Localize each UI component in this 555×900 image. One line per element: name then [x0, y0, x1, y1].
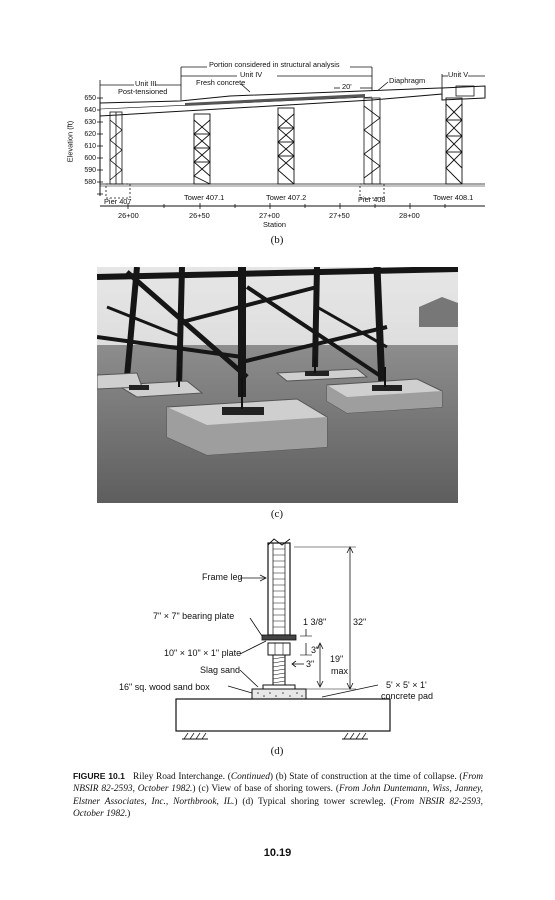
y-tick-labels: [82, 93, 96, 189]
label-analysis-portion: Portion considered in structural analysis: [209, 60, 340, 69]
label-diaphragm: Diaphragm: [389, 76, 426, 85]
figure-d-screwleg-diagram: [0, 535, 555, 755]
sublabel-c: (c): [270, 508, 284, 520]
caption-source: From NBSIR 82-2593, October 1982.: [73, 796, 483, 820]
label-unit-iv: Unit IV: [240, 70, 263, 79]
tower-label-pier-407: Pier 407: [104, 197, 132, 206]
x-tick-label: 27+00: [259, 211, 280, 220]
y-tick-label: 600: [84, 155, 96, 162]
caption-source: From NBSIR 82-2593, October 1982.: [73, 772, 484, 795]
label-dim-1-3-8: 1 3/8": [303, 617, 327, 627]
x-axis-label: Station: [263, 220, 287, 229]
caption-text: ) (d) Typical shoring tower screwleg. (: [234, 796, 394, 807]
label-unit-v: Unit V: [448, 70, 469, 79]
label-sand-box: 16" sq. wood sand box: [119, 682, 210, 692]
caption-source: From John Duntemann, Wiss, Janney, Elstner Associates, Inc., Northbrook, IL.: [73, 784, 483, 807]
label-20ft: 20': [342, 82, 352, 91]
label-fresh-concrete: Fresh concrete: [196, 78, 246, 87]
tower-label-407-2: Tower 407.2: [266, 193, 307, 202]
tower-label-407-1: Tower 407.1: [184, 193, 225, 202]
x-tick-label: 27+50: [329, 211, 350, 220]
label-concrete-pad: concrete pad: [381, 691, 434, 701]
y-tick-label: 630: [84, 119, 96, 126]
y-tick-label: 610: [84, 143, 96, 150]
photo-shoring-tower-base: [97, 267, 458, 503]
y-tick-label: 640: [84, 107, 96, 114]
y-axis-label: Elevation (ft): [65, 120, 75, 163]
x-tick-label: 26+00: [118, 211, 139, 220]
caption-continued: Continued: [230, 772, 270, 782]
label-dim-3-top: 3": [311, 645, 320, 655]
caption-text: ) (c) View of base of shoring towers. (: [192, 784, 339, 795]
label-plate: 10" × 10" × 1" plate: [164, 648, 242, 658]
sublabel-d: (d): [270, 745, 284, 757]
y-tick-label: 590: [84, 167, 96, 174]
y-tick-label: 620: [84, 131, 96, 138]
label-unit-iii: Unit III: [135, 79, 157, 88]
label-post-tensioned: Post-tensioned: [118, 87, 168, 96]
label-dim-19: 19": [330, 654, 344, 664]
x-tick-label: 28+00: [399, 211, 420, 220]
label-bearing-plate: 7" × 7" bearing plate: [153, 611, 235, 621]
x-tick-label: 26+50: [189, 211, 210, 220]
label-slag-sand: Slag sand: [200, 665, 241, 675]
y-tick-label: 580: [84, 179, 96, 186]
y-tick-label: 650: [84, 95, 96, 102]
page-number: 10.19: [263, 847, 292, 859]
figure-caption: [73, 770, 483, 821]
caption-text: ) (b) State of construction at the time of collapse. (: [269, 772, 463, 782]
label-pad-dimensions: 5' × 5' × 1': [386, 680, 427, 690]
tower-label-pier-408: Pier 408: [358, 195, 386, 204]
label-dim-32: 32": [353, 617, 367, 627]
figure-number: FIGURE 10.1: [73, 771, 125, 781]
label-frame-leg: Frame leg: [202, 572, 243, 582]
label-dim-max: max: [331, 666, 349, 676]
tower-label-408-1: Tower 408.1: [433, 193, 474, 202]
caption-text: Riley Road Interchange. (: [132, 772, 231, 782]
sublabel-b: (b): [270, 234, 284, 246]
label-dim-3-mid: 3": [306, 659, 315, 669]
caption-text: ): [127, 809, 131, 820]
